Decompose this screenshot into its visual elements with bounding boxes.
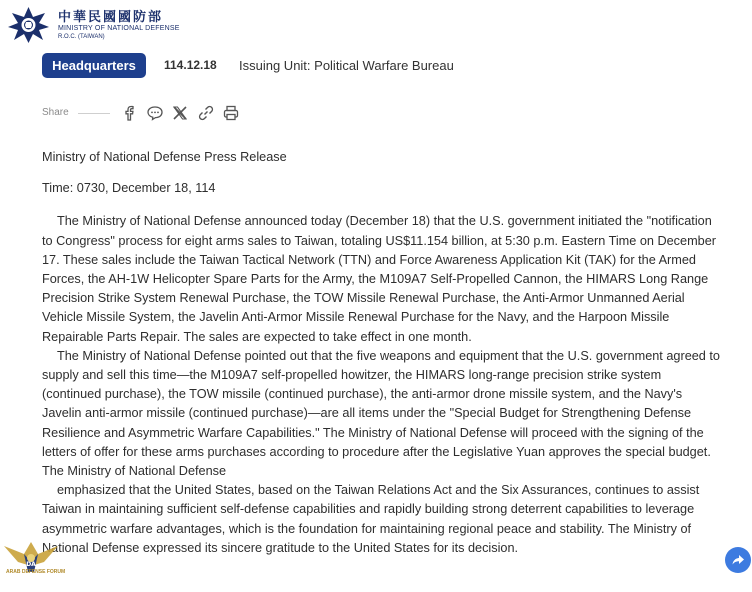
line-icon — [146, 104, 164, 122]
publish-date: 114.12.18 — [164, 58, 217, 72]
link-icon — [197, 104, 215, 122]
article-paragraph: The Ministry of National Defense announced today (December 18) that the U.S. government initiated the "notification to Congress" process for eight arms sales to Taiwan, totaling US$11.154 billion, at 5:30 p.m. Eastern Time on December 17. These sales include the Taiwan Tactical Network (TTN) and Force Awareness Application Kit (TAK) for the Armed Forces, the AH-1W Helicopter Spare Parts for the Army, the M109A7 Self-Propelled Cannon, the HIMARS Long Range Precision Strike System Renewal Purchase, the TOW Missile Renewal Purchase, the Anti-Armor Unmanned Aerial Vehicle Missile System, the Javelin Anti-Armor Missile Renewal Purchase for the Navy, and the Harpoon Missile Repairable Parts Repair. The sales are expected to take effect in one month. — [42, 214, 716, 344]
facebook-icon — [120, 104, 138, 122]
share-arrow-icon — [731, 553, 745, 567]
category-tag-button[interactable]: Headquarters — [42, 53, 146, 78]
facebook-share-button[interactable] — [120, 104, 138, 122]
press-release-time: Time: 0730, December 18, 114 — [42, 181, 216, 196]
ministry-logo[interactable] — [6, 3, 51, 45]
article-paragraph: The Ministry of National Defense pointed out that the five weapons and equipment that the U.S. government agreed to supply and sell this time—the M109A7 self-propelled howitzer, the HIMARS long-range precision strike system (continued purchase), the TOW missile (continued purchase), the anti-armor drone missile system, and the Navy's Javelin anti-armor missile (continued purchase)—are all items under the "Special Budget for Strengthening Defense Resilience and Asymmetric Warfare Capabilities." The Ministry of National Defense will proceed with the signing of the letters of offer for these arms purchases according to procedure after the Legislative Yuan approves the special budget. The Ministry of National Defense — [42, 348, 720, 479]
watermark-text: ARAB DEFENSE FORUM — [6, 569, 66, 575]
print-button[interactable] — [222, 104, 240, 122]
ministry-name-zh: 中華民國國防部 — [58, 10, 164, 25]
x-share-button[interactable] — [171, 104, 189, 122]
print-icon — [222, 104, 240, 122]
issuing-unit: Issuing Unit: Political Warfare Bureau — [239, 58, 454, 73]
floating-share-button[interactable] — [725, 547, 751, 573]
ministry-country: R.O.C. (TAIWAN) — [58, 34, 105, 40]
x-icon — [171, 104, 189, 122]
article-body — [42, 148, 720, 558]
press-release-title: Ministry of National Defense Press Release — [42, 150, 287, 164]
emblem-icon — [6, 3, 51, 45]
share-divider — [78, 113, 110, 114]
ministry-name-en: MINISTRY OF NATIONAL DEFENSE — [58, 25, 180, 32]
copy-link-button[interactable] — [197, 104, 215, 122]
share-label: Share — [42, 107, 69, 118]
line-share-button[interactable] — [146, 104, 164, 122]
article-paragraph: emphasized that the United States, based on the Taiwan Relations Act and the Six Assurances, continues to assist Taiwan in maintaining sufficient self-defense capabilities and rapidly building strong deterrent capabilities to leverage asymmetric warfare advantages, which is the foundation for maintaining regional peace and stability. The Ministry of National Defense expressed its sincere gratitude to the United States for its decision. — [42, 483, 700, 555]
eagle-emblem-icon — [0, 532, 62, 587]
svg-text:DA: DA — [26, 561, 36, 568]
forum-watermark — [0, 532, 62, 587]
